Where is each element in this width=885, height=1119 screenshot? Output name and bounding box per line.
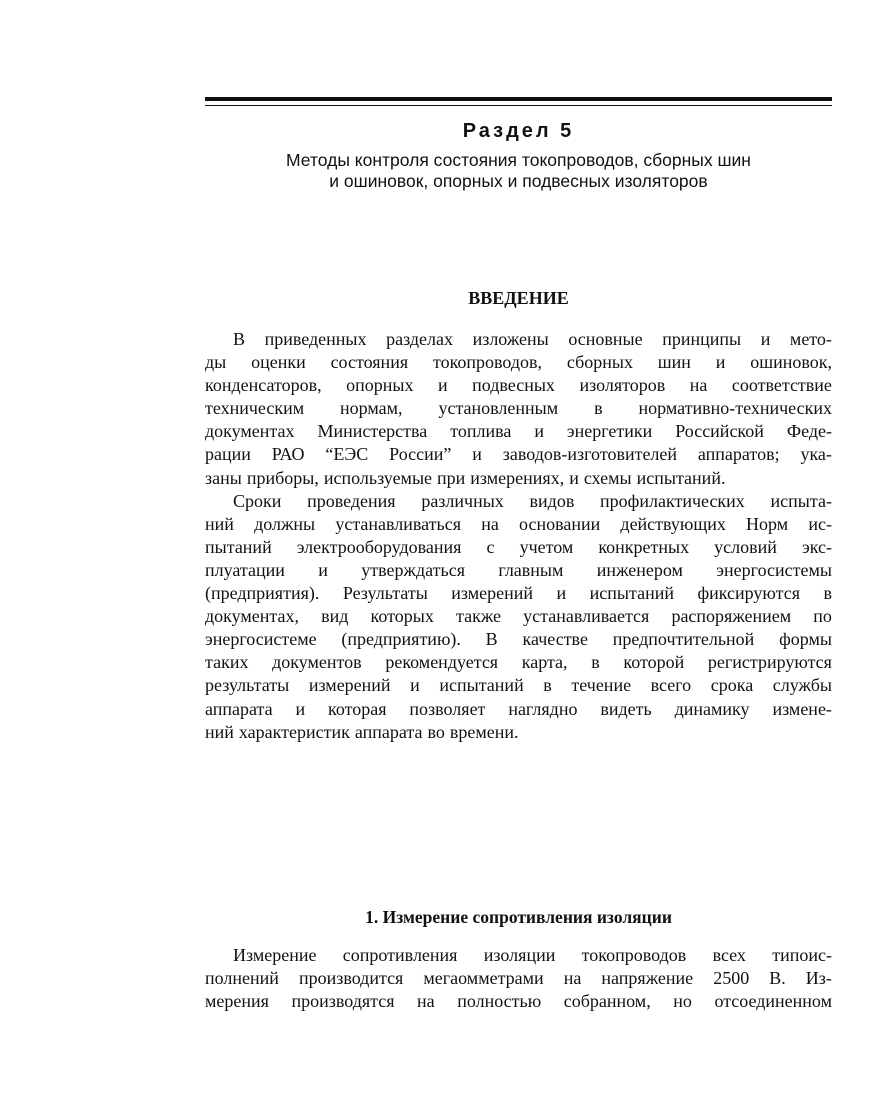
word: и bbox=[569, 467, 579, 488]
word: приборы, bbox=[246, 467, 319, 488]
word: напряжение bbox=[601, 968, 694, 989]
word: и bbox=[472, 444, 482, 465]
text-line bbox=[205, 467, 832, 490]
text-line bbox=[205, 420, 832, 443]
word: конденсаторов, bbox=[205, 375, 322, 396]
word: схемы bbox=[583, 467, 632, 488]
word: на bbox=[689, 375, 708, 396]
text-line bbox=[205, 328, 832, 351]
word: документах bbox=[205, 421, 295, 442]
word: ошиновок, bbox=[750, 352, 832, 373]
word: срока bbox=[710, 675, 754, 696]
word: соответствие bbox=[731, 375, 832, 396]
word: по bbox=[813, 606, 832, 627]
word: России” bbox=[389, 444, 452, 465]
word: рекомендуется bbox=[385, 652, 499, 673]
text-line bbox=[205, 605, 832, 628]
intro-heading: ВВЕДЕНИЕ bbox=[468, 288, 569, 308]
word: Российской bbox=[675, 421, 764, 442]
word: действующих bbox=[620, 513, 726, 534]
measurement-body bbox=[205, 944, 832, 1013]
word: фиксируются bbox=[697, 583, 800, 604]
word: Норм bbox=[746, 513, 789, 534]
word: на bbox=[417, 991, 435, 1012]
word: формы bbox=[779, 629, 832, 650]
word: измерений bbox=[451, 583, 534, 604]
word: испытаний. bbox=[636, 467, 726, 488]
text-line bbox=[205, 721, 832, 744]
word: опорных bbox=[346, 375, 414, 396]
word: экс- bbox=[801, 536, 832, 557]
word: наглядно bbox=[508, 698, 578, 719]
word: течение bbox=[571, 675, 632, 696]
word: утверждаться bbox=[361, 559, 465, 580]
word: мегаомметрами bbox=[423, 968, 544, 989]
word: техническим bbox=[205, 398, 305, 419]
word: испыта- bbox=[770, 490, 832, 511]
word: регистрируются bbox=[707, 652, 832, 673]
word: используемые bbox=[323, 467, 433, 488]
word: изложены bbox=[472, 329, 549, 349]
word: и bbox=[437, 375, 448, 396]
word: нормативно-технических bbox=[638, 398, 832, 419]
word: в bbox=[591, 652, 600, 673]
word: устанавливается bbox=[523, 606, 650, 627]
word: но bbox=[673, 991, 692, 1012]
word: проведения bbox=[307, 490, 396, 511]
text-line bbox=[205, 351, 832, 374]
word: которых bbox=[370, 606, 434, 627]
word: ний bbox=[205, 721, 234, 742]
text-line bbox=[205, 582, 832, 605]
text-line bbox=[205, 698, 832, 721]
word: времени. bbox=[449, 721, 519, 742]
word: в bbox=[594, 398, 603, 419]
word: конкретных bbox=[598, 536, 690, 557]
word: (предприятию). bbox=[341, 629, 461, 650]
word: также bbox=[456, 606, 502, 627]
text-line bbox=[205, 628, 832, 651]
word: 2500 bbox=[713, 968, 750, 989]
word: энергосистемы bbox=[716, 559, 832, 580]
word: мерения bbox=[205, 991, 269, 1012]
text-line bbox=[205, 536, 832, 559]
word: сборных bbox=[566, 352, 633, 373]
word: всех bbox=[712, 945, 746, 965]
section-label: Раздел 5 bbox=[462, 120, 575, 142]
word: в bbox=[543, 675, 552, 696]
word: и bbox=[410, 675, 420, 696]
word: с bbox=[486, 536, 495, 557]
word: которая bbox=[328, 698, 387, 719]
word: энергосистеме bbox=[205, 629, 317, 650]
word: собранном, bbox=[563, 991, 651, 1012]
section-title-line: Методы контроля состояния токопроводов, сборных шин bbox=[286, 150, 751, 170]
word: качестве bbox=[522, 629, 588, 650]
word: топлива bbox=[450, 421, 512, 442]
text-line bbox=[205, 490, 832, 513]
word: должны bbox=[254, 513, 316, 534]
word: в bbox=[823, 583, 832, 604]
word: ний bbox=[205, 513, 234, 534]
word: измерений bbox=[308, 675, 391, 696]
header-rule-thick bbox=[205, 97, 832, 101]
word: энергетики bbox=[566, 421, 653, 442]
word: карта, bbox=[521, 652, 568, 673]
word: распоряжением bbox=[671, 606, 792, 627]
word: на bbox=[563, 968, 582, 989]
section-header bbox=[205, 118, 832, 192]
word: (предприятия). bbox=[205, 583, 320, 604]
word: аппарата bbox=[354, 721, 423, 742]
text-line bbox=[205, 443, 832, 466]
word: предпочтительной bbox=[612, 629, 755, 650]
header-rule-thin bbox=[205, 105, 832, 106]
word: подвесных bbox=[472, 375, 555, 396]
word: ука- bbox=[800, 444, 832, 465]
word: полнений bbox=[205, 968, 279, 989]
word: заводов-изготовителей bbox=[502, 444, 678, 465]
word: службы bbox=[772, 675, 832, 696]
word: типоис- bbox=[772, 945, 832, 965]
word: измерениях, bbox=[470, 467, 565, 488]
word: разделах bbox=[386, 329, 453, 349]
word: Министерства bbox=[317, 421, 428, 442]
word: всего bbox=[650, 675, 692, 696]
word: результаты bbox=[205, 675, 290, 696]
measurement-heading: 1. Измерение сопротивления изоляции bbox=[365, 907, 672, 927]
word: аппаратов; bbox=[697, 444, 780, 465]
word: изоляции bbox=[483, 945, 556, 965]
word: Результаты bbox=[342, 583, 428, 604]
word: заны bbox=[205, 467, 242, 488]
word: аппарата bbox=[205, 698, 273, 719]
word: и bbox=[534, 421, 544, 442]
word: полностью bbox=[457, 991, 542, 1012]
word: производятся bbox=[291, 991, 395, 1012]
text-line bbox=[205, 651, 832, 674]
word: “ЕЭС bbox=[325, 444, 369, 465]
word: ды bbox=[205, 352, 227, 373]
section-title-line: и ошиновок, опорных и подвесных изоляторов bbox=[329, 171, 708, 191]
word: испытаний bbox=[589, 583, 674, 604]
word: плуатации bbox=[205, 559, 285, 580]
word: токопроводов bbox=[581, 945, 687, 965]
word: В. bbox=[769, 968, 786, 989]
word: нормам, bbox=[340, 398, 403, 419]
word: производится bbox=[298, 968, 404, 989]
word: измене- bbox=[772, 698, 832, 719]
text-line bbox=[205, 374, 832, 397]
word: документов bbox=[272, 652, 362, 673]
word: сопротивления bbox=[342, 945, 458, 965]
word: учетом bbox=[519, 536, 574, 557]
text-line bbox=[205, 944, 832, 967]
word: позволяет bbox=[409, 698, 486, 719]
word: на bbox=[481, 513, 499, 534]
word: и bbox=[556, 583, 567, 604]
word: динамику bbox=[674, 698, 750, 719]
word: при bbox=[437, 467, 466, 488]
word: испытаний bbox=[439, 675, 524, 696]
word: электрооборудования bbox=[296, 536, 462, 557]
word: и bbox=[318, 559, 328, 580]
word: мето- bbox=[789, 329, 832, 349]
word: пытаний bbox=[205, 536, 272, 557]
word: Феде- bbox=[786, 421, 832, 442]
word: состояния bbox=[330, 352, 409, 373]
word: токопроводов, bbox=[432, 352, 543, 373]
text-line bbox=[205, 397, 832, 420]
word: Сроки bbox=[233, 490, 282, 511]
word: различных bbox=[421, 490, 504, 511]
word: и bbox=[295, 698, 306, 719]
word: Из- bbox=[805, 968, 832, 989]
word: вид bbox=[321, 606, 349, 627]
word: РАО bbox=[271, 444, 305, 465]
word: ис- bbox=[808, 513, 832, 534]
text-line bbox=[205, 990, 832, 1013]
word: устанавливаться bbox=[335, 513, 462, 534]
word: во bbox=[427, 721, 445, 742]
word: рации bbox=[205, 444, 251, 465]
word: видеть bbox=[600, 698, 652, 719]
word: инженером bbox=[596, 559, 683, 580]
word: оценки bbox=[251, 352, 306, 373]
text-line bbox=[205, 967, 832, 990]
text-line bbox=[205, 513, 832, 536]
word: Измерение bbox=[233, 945, 317, 965]
word: приведенных bbox=[264, 329, 367, 349]
word: таких bbox=[205, 652, 249, 673]
word: главным bbox=[498, 559, 564, 580]
word: В bbox=[233, 329, 246, 349]
section-title bbox=[205, 150, 832, 192]
word: и bbox=[715, 352, 726, 373]
word: В bbox=[485, 629, 498, 650]
word: изоляторов bbox=[579, 375, 666, 396]
intro-body bbox=[205, 328, 832, 744]
word: характеристик bbox=[238, 721, 350, 742]
word: шин bbox=[657, 352, 691, 373]
text-line bbox=[205, 674, 832, 697]
word: которой bbox=[623, 652, 685, 673]
word: основные bbox=[568, 329, 643, 349]
word: профилактических bbox=[600, 490, 745, 511]
word: отсоединенном bbox=[714, 991, 832, 1012]
word: и bbox=[760, 329, 771, 349]
word: условий bbox=[714, 536, 777, 557]
text-line bbox=[205, 559, 832, 582]
word: основании bbox=[519, 513, 601, 534]
word: документах, bbox=[205, 606, 299, 627]
word: установленным bbox=[438, 398, 559, 419]
word: принципы bbox=[662, 329, 742, 349]
word: видов bbox=[529, 490, 575, 511]
